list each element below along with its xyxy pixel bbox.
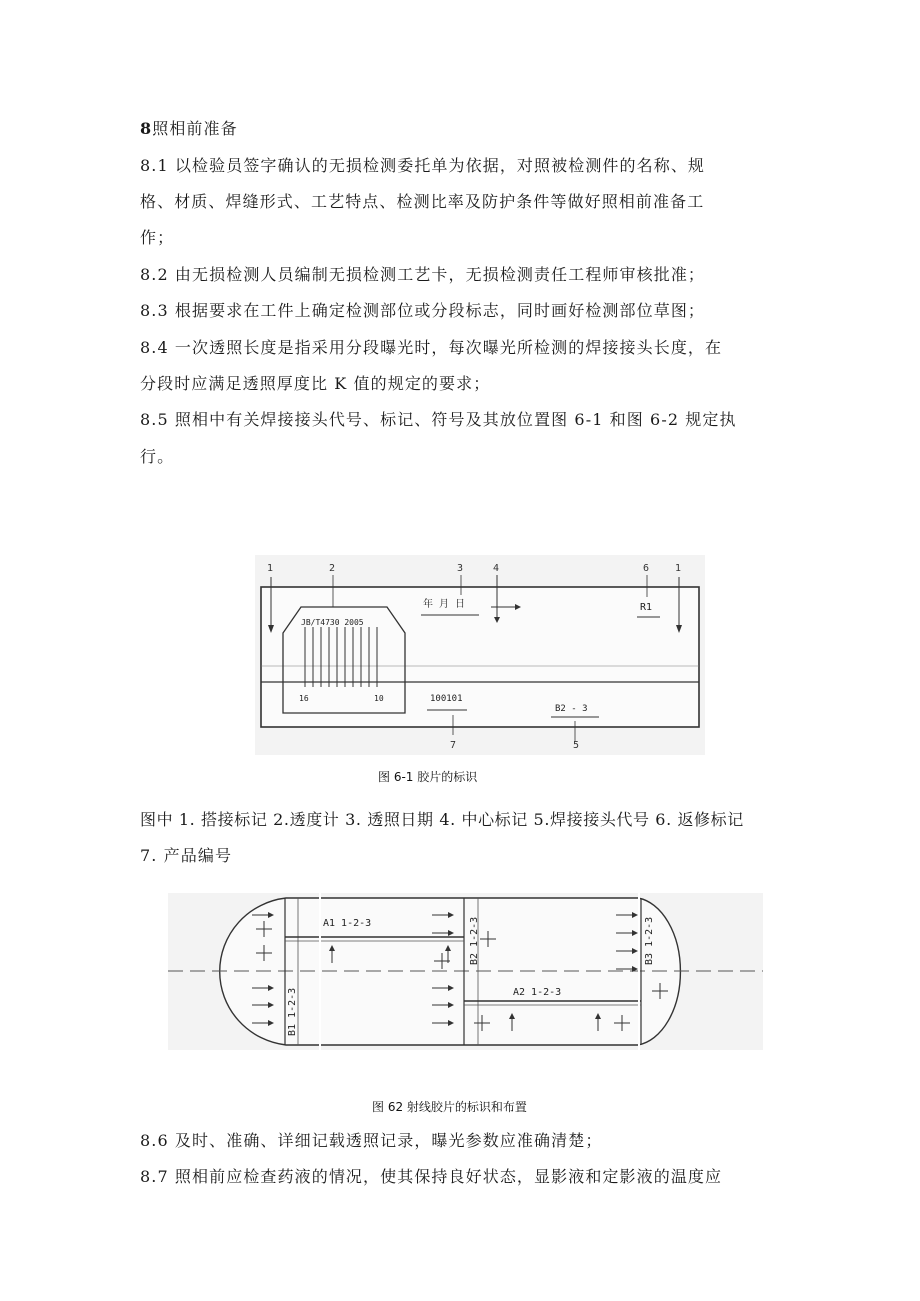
product-number-text: 100101 [430, 694, 463, 704]
label-a2: A2 1-2-3 [513, 987, 562, 998]
paragraph-8-4-line-2: 分段时应满足透照厚度比 K 值的规定的要求； [140, 374, 491, 393]
callout-4: 4 [493, 563, 500, 574]
iqi-label: JB/T4730 2005 [301, 618, 364, 627]
paragraph-8-7: 8.7 照相前应检查药液的情况，使其保持良好状态，显影液和定影液的温度应 [140, 1167, 723, 1186]
label-b2: B2 1-2-3 [469, 916, 480, 965]
figure-6-1-caption: 图 6-1 胶片的标识 [378, 770, 478, 784]
callout-1-right: 1 [675, 563, 682, 574]
joint-code-text: B2 - 3 [555, 704, 588, 714]
paragraph-8-1-line-2: 格、材质、焊缝形式、工艺特点、检测比率及防护条件等做好照相前准备工 [140, 192, 705, 211]
figure-6-1-film-marking [255, 555, 705, 755]
callout-7: 7 [450, 740, 457, 751]
paragraph-8-4-line-1: 8.4 一次透照长度是指采用分段曝光时，每次曝光所检测的焊接接头长度，在 [140, 338, 723, 357]
film-outline [261, 587, 699, 727]
callout-2: 2 [329, 563, 336, 574]
paragraph-8-1-line-1: 8.1 以检验员签字确认的无损检测委托单为依据，对照被检测件的名称、规 [140, 156, 706, 175]
date-mark-text: 年 月 日 [423, 599, 466, 610]
paragraph-8-5-line-2: 行。 [140, 447, 175, 466]
legend-line-1: 图中 1. 搭接标记 2.透度计 3. 透照日期 4. 中心标记 5.焊接接头代号 6. 返修标记 [140, 810, 744, 829]
legend-line-2: 7. 产品编号 [140, 846, 233, 865]
paragraph-8-3: 8.3 根据要求在工件上确定检测部位或分段标志，同时画好检测部位草图； [140, 301, 706, 320]
iqi-right-number: 10 [374, 694, 384, 703]
paragraph-8-6: 8.6 及时、准确、详细记载透照记录，曝光参数应准确清楚； [140, 1131, 603, 1150]
label-b1: B1 1-2-3 [287, 987, 298, 1036]
figure-6-2-film-layout [168, 893, 763, 1050]
paragraph-8-5-line-1: 8.5 照相中有关焊接接头代号、标记、符号及其放位置图 6-1 和图 6-2 规定执 [140, 410, 737, 429]
section-heading [140, 114, 780, 143]
repair-mark-text: R1 [640, 602, 653, 613]
label-a1: A1 1-2-3 [323, 918, 372, 929]
section-number: 8 [140, 119, 153, 138]
figure-6-2-caption: 图 62 射线胶片的标识和布置 [372, 1100, 527, 1114]
paragraph-8-1-line-3: 作； [140, 228, 175, 247]
callout-3: 3 [457, 563, 464, 574]
callout-6: 6 [643, 563, 650, 574]
label-b3: B3 1-2-3 [644, 916, 655, 965]
callout-1-left: 1 [267, 563, 274, 574]
callout-5: 5 [573, 740, 580, 751]
section-title: 照相前准备 [152, 119, 238, 138]
iqi-left-number: 16 [299, 694, 309, 703]
paragraph-8-2: 8.2 由无损检测人员编制无损检测工艺卡，无损检测责任工程师审核批准； [140, 265, 706, 284]
